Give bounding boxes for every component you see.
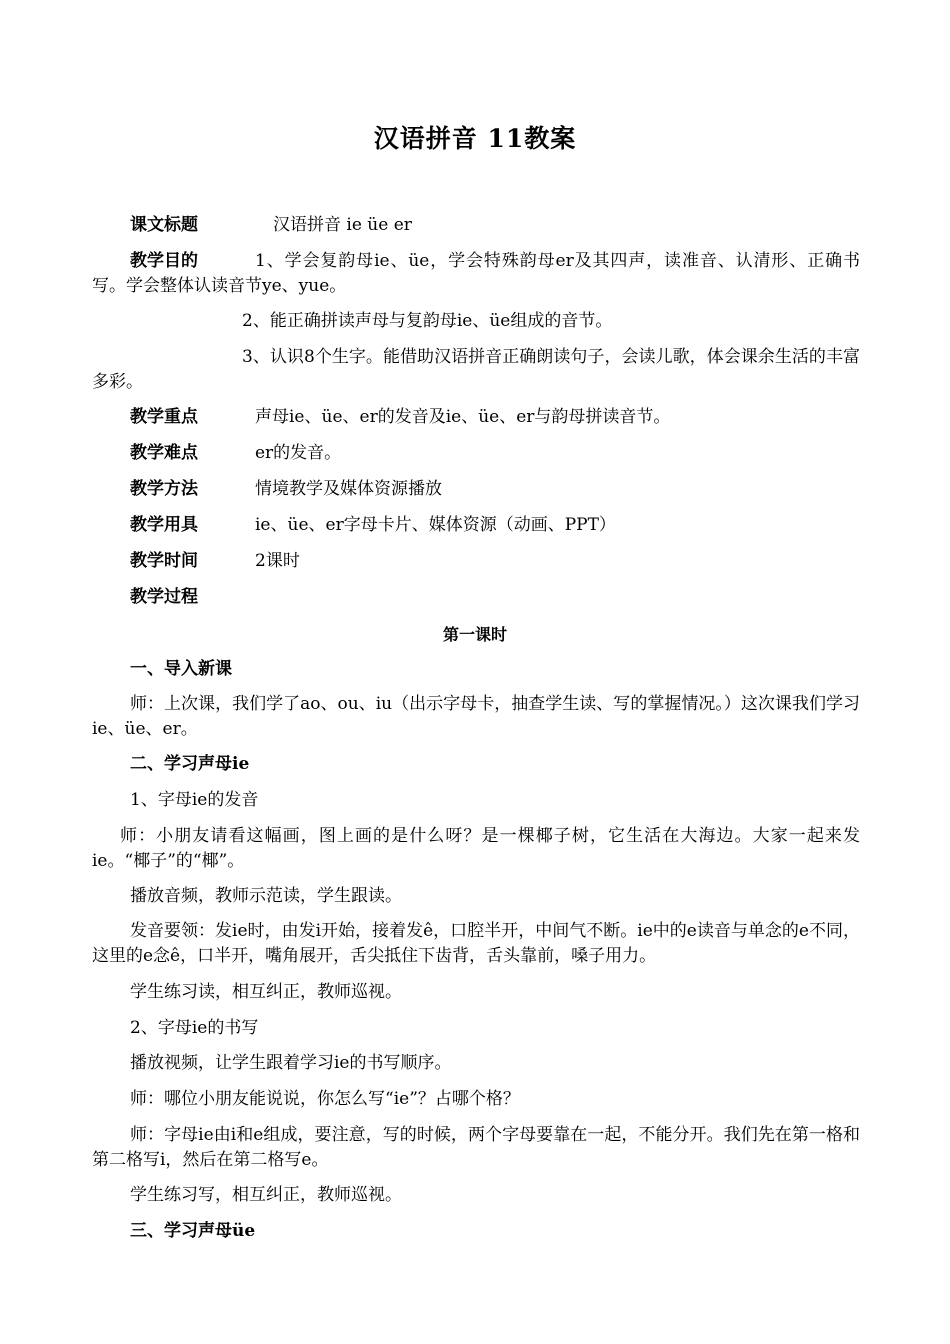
goal-label: 教学目的: [130, 251, 198, 271]
pronunciation-paragraph: 发音要领：发ie时，由发i开始，接着发ê，口腔半开，中间气不断。ie中的e读音与单念的e不同，这里的e念ê，口半开，嘴角展开，舌尖抵住下齿背，舌头靠前，嗓子用力。: [92, 921, 860, 966]
goal-3: 3、认识8个生字。能借助汉语拼音正确朗读句子，会读儿歌，体会课余生活的丰富多彩。: [92, 347, 860, 392]
section-2-title: 二、学习声母ie: [130, 754, 250, 774]
subsection-ie-pronunciation: 1、字母ie的发音: [130, 790, 259, 810]
time-value: 2课时: [255, 551, 300, 571]
difficulty-value: er的发音。: [255, 443, 342, 463]
tools-value: ie、üe、er字母卡片、媒体资源（动画、PPT）: [255, 515, 616, 535]
teacher-paragraph-1: 师：小朋友请看这幅画，图上画的是什么呀？是一棵椰子树，它生活在大海边。大家一起来发ie。“椰子”的“椰”。: [92, 826, 860, 871]
practice-write-paragraph: 学生练习写，相互纠正，教师巡视。: [130, 1185, 402, 1205]
document-title: 汉语拼音 11教案: [373, 124, 577, 153]
section-3-title: 三、学习声母üe: [130, 1221, 256, 1241]
teacher-question-paragraph: 师：哪位小朋友能说说，你怎么写“ie”？占哪个格？: [130, 1089, 520, 1109]
teacher-paragraph-3: 师：字母ie由i和e组成，要注意，写的时候，两个字母要靠在一起，不能分开。我们先在第一格和第二格写i，然后在第二格写e。: [92, 1125, 860, 1170]
section-1-title: 一、导入新课: [130, 659, 232, 679]
goal-2: 2、能正确拼读声母与复韵母ie、üe组成的音节。: [242, 311, 613, 331]
method-value: 情境教学及媒体资源播放: [255, 479, 442, 499]
key-point-value: 声母ie、üe、er的发音及ie、üe、er与韵母拼读音节。: [255, 407, 671, 427]
time-label: 教学时间: [130, 551, 198, 571]
goal-1: 1、学会复韵母ie、üe，学会特殊韵母er及其四声，读准音、认清形、正确书写。学会整体认读音节ye、yue。: [92, 251, 860, 296]
subsection-ie-writing: 2、字母ie的书写: [130, 1018, 259, 1038]
period-title: 第一课时: [442, 625, 507, 644]
process-label: 教学过程: [130, 587, 198, 607]
section-1-paragraph: 师：上次课，我们学了ao、ou、iu（出示字母卡，抽查学生读、写的掌握情况。）这次课我们学习ie、üe、er。: [92, 694, 860, 739]
lesson-title-label: 课文标题: [130, 215, 198, 235]
tools-label: 教学用具: [130, 515, 198, 535]
practice-read-paragraph: 学生练习读，相互纠正，教师巡视。: [130, 982, 402, 1002]
key-point-label: 教学重点: [130, 407, 198, 427]
lesson-title-value: 汉语拼音 ie üe er: [273, 215, 412, 235]
method-label: 教学方法: [130, 479, 198, 499]
difficulty-label: 教学难点: [130, 443, 198, 463]
play-video-paragraph: 播放视频，让学生跟着学习ie的书写顺序。: [130, 1053, 452, 1073]
play-audio-paragraph: 播放音频，教师示范读，学生跟读。: [130, 886, 402, 906]
